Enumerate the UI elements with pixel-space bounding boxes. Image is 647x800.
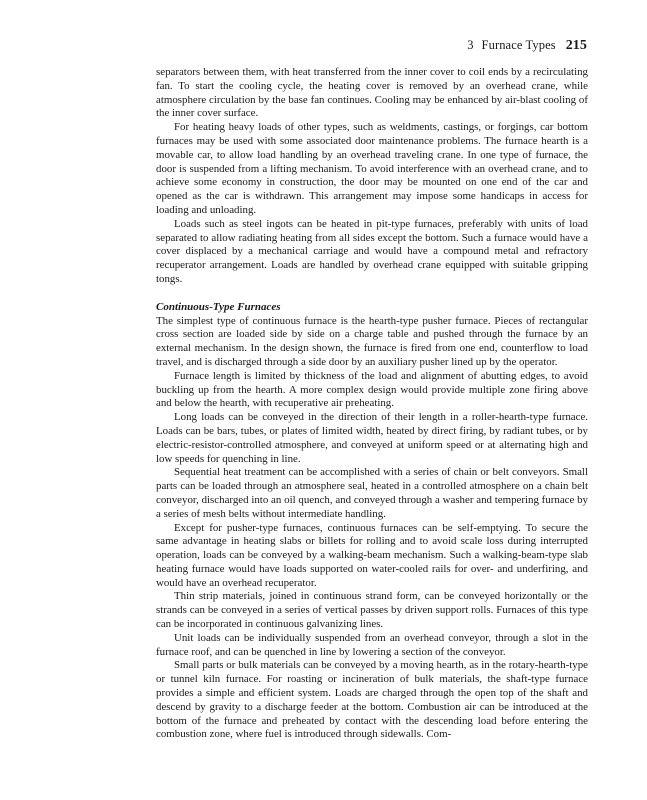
body-text [156,66,588,742]
paragraph-3: Loads such as steel ingots can be heated in pit-type furnaces, preferably with units of load separated to allow radiating heating from all sides except the bottom. Such a furnace would have a cover displaced by a mechanical carriage and would have a compound metal and refractory recuperator arrangement. Loads are handled by overhead crane equipped with suitable gripping tongs. [156,217,588,285]
paragraph-11: Small parts or bulk materials can be conveyed by a moving hearth, as in the rotary-hearth-type or tunnel kiln furnace. For roasting or incineration of bulk materials, the shaft-type furnace provides a simple and efficient system. Loads are charged through the open top of the shaft and descend by gravity to a discharge feeder at the bottom. Combustion air can be introduced at the bottom of the furnace and preheated by contact with the descending load before entering the combustion zone, where fuel is introduced through sidewalls. Com- [156,659,588,741]
section-heading: Continuous-Type Furnaces [156,300,281,313]
paragraph-6: Long loads can be conveyed in the direction of their length in a roller-hearth-type furnace. Loads can be bars, tubes, or plates of limited width, heated by direct firing, by radiant tubes, or by electric-resistor-controlled atmosphere, and conveyed at uniform speed or at alternating high and low speeds for quenching in line. [156,411,588,465]
chapter-number: 3 [467,38,474,52]
paragraph-2: For heating heavy loads of other types, such as weldments, castings, or forgings, car bottom furnaces may be used with some associated door maintenance problems. The furnace hearth is a movable car, to allow load handling by an overhead traveling crane. In one type of furnace, the door is suspended from a lifting mechanism. To avoid interference with an overhead crane, and to achieve some economy in construction, the door may be mounted on one end of the car and opened as the car is withdrawn. This arrangement may impose some handicaps in access for loading and unloading. [156,121,588,216]
paragraph-1: separators between them, with heat transferred from the inner cover to coil ends by a recirculating fan. To start the cooling cycle, the heating cover is removed by an overhead crane, while atmosphere circulation by the base fan continues. Cooling may be enhanced by air-blast cooling of the inner cover surface. [156,66,588,120]
paragraph-10: Unit loads can be individually suspended from an overhead conveyor, through a slot in the furnace roof, and can be quenched in line by lowering a section of the conveyor. [156,631,588,658]
paragraph-8: Except for pusher-type furnaces, continuous furnaces can be self-emptying. To secure the same advantage in heating slabs or billets for rolling and to avoid scale loss during interrupted operation, loads can be conveyed by a walking-beam mechanism. Such a walking-beam-type slab heating furnace would have loads supported on water-cooled rails for over- and underfiring, and would have an overhead recuperator. [156,521,588,589]
paragraph-5: Furnace length is limited by thickness of the load and alignment of abutting edges, to avoid buckling up from the hearth. A more complex design would provide multiple zone firing above and below the hearth, with recuperative air preheating. [156,369,588,410]
paragraph-7: Sequential heat treatment can be accomplished with a series of chain or belt conveyors. Small parts can be loaded through an atmosphere seal, heated in a controlled atmosphere on a chain belt conveyor, discharged into an oil quench, and conveyed through a washer and tempering furnace by a series of mesh belts without intermediate handling. [156,466,588,520]
page-number: 215 [565,38,587,53]
paragraph-4: The simplest type of continuous furnace is the hearth-type pusher furnace. Pieces of rectangular cross section are loaded side by side on a charge table and pushed through the furnace by an external mechanism. In the design shown, the furnace is fired from one end, counterflow to load travel, and is discharged through a side door by an auxiliary pusher lined up by the operator. [156,314,588,368]
chapter-title: Furnace Types [481,38,556,52]
running-header [467,38,587,54]
paragraph-9: Thin strip materials, joined in continuous strand form, can be conveyed horizontally or the strands can be conveyed in a series of vertical passes by driven support rolls. Furnaces of this type can be incorporated in continuous galvanizing lines. [156,590,588,631]
